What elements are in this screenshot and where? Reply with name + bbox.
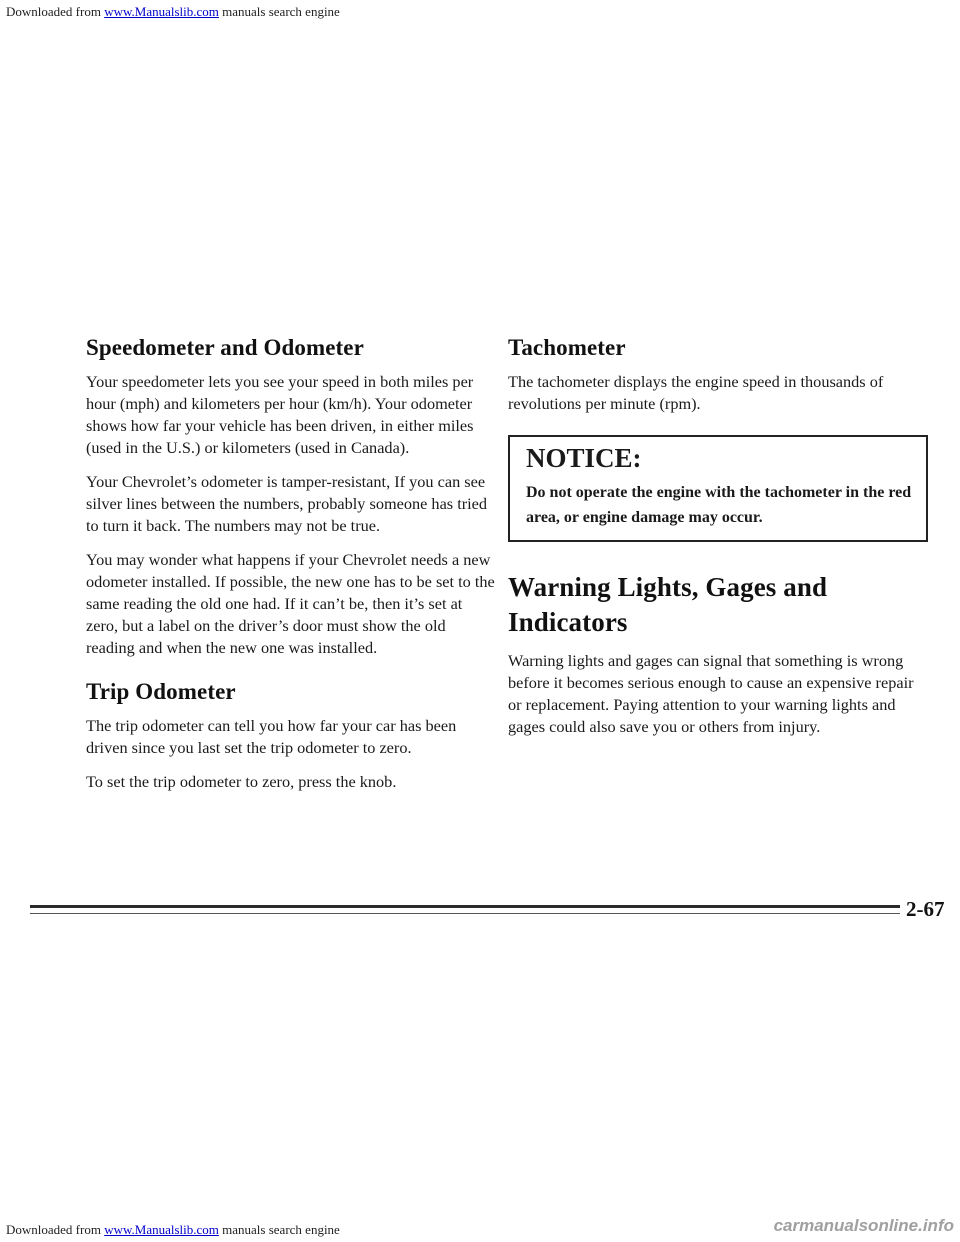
speedometer-paragraph-2: Your Chevrolet’s odometer is tamper-resistant, If you can see silver lines between the numbers, probably someone has tried to turn it back. The numbers may not be true. [86,472,488,535]
page-number: 2-67 [906,897,945,921]
banner-prefix-bottom: Downloaded from [6,1222,105,1237]
footer-rule-thin [30,913,900,914]
right-column [508,335,928,750]
footer-rule-thick [30,905,900,908]
banner-suffix: manuals search engine [218,4,340,19]
banner-suffix-bottom: manuals search engine [218,1222,340,1237]
notice-box [508,435,928,542]
warning-lights-paragraph: Warning lights and gages can signal that something is wrong before it becomes serious enough to cause an expensive repair or replacement. Paying attention to your warning lights and gages could also save you or others from injury. [508,651,914,736]
speedometer-paragraph-1: Your speedometer lets you see your speed in both miles per hour (mph) and kilometers per hour (km/h). Your odometer shows how far your vehicle has been driven, in either miles (used in the U.S.) or kilometers (used in Canada). [86,372,474,457]
trip-odometer-paragraph-2: To set the trip odometer to zero, press the knob. [86,772,397,791]
notice-title: NOTICE: [526,443,642,473]
download-banner [0,0,960,24]
notice-text: Do not operate the engine with the tachometer in the red area, or engine damage may occur. [526,484,912,526]
trip-odometer-paragraph-1: The trip odometer can tell you how far your car has been driven since you last set the trip odometer to zero. [86,716,457,757]
warning-lights-heading: Warning Lights, Gages and Indicators [508,572,828,637]
banner-prefix: Downloaded from [6,4,105,19]
left-column [86,335,496,805]
tachometer-paragraph: The tachometer displays the engine speed in thousands of revolutions per minute (rpm). [508,372,884,413]
tachometer-heading: Tachometer [508,335,626,360]
manualslib-link[interactable]: www.Manualslib.com [104,4,219,19]
speedometer-paragraph-3: You may wonder what happens if your Chevrolet needs a new odometer installed. If possible, the new one has to be set to the same reading the old one had. If it can’t be, then it’s set at zero, but a label on the driver’s door must show the old reading and when the new one was installed. [86,550,495,657]
speedometer-heading: Speedometer and Odometer [86,335,364,360]
manualslib-link-bottom[interactable]: www.Manualslib.com [104,1222,219,1237]
carmanuals-watermark: carmanualsonline.info [773,1216,954,1235]
trip-odometer-heading: Trip Odometer [86,679,236,704]
